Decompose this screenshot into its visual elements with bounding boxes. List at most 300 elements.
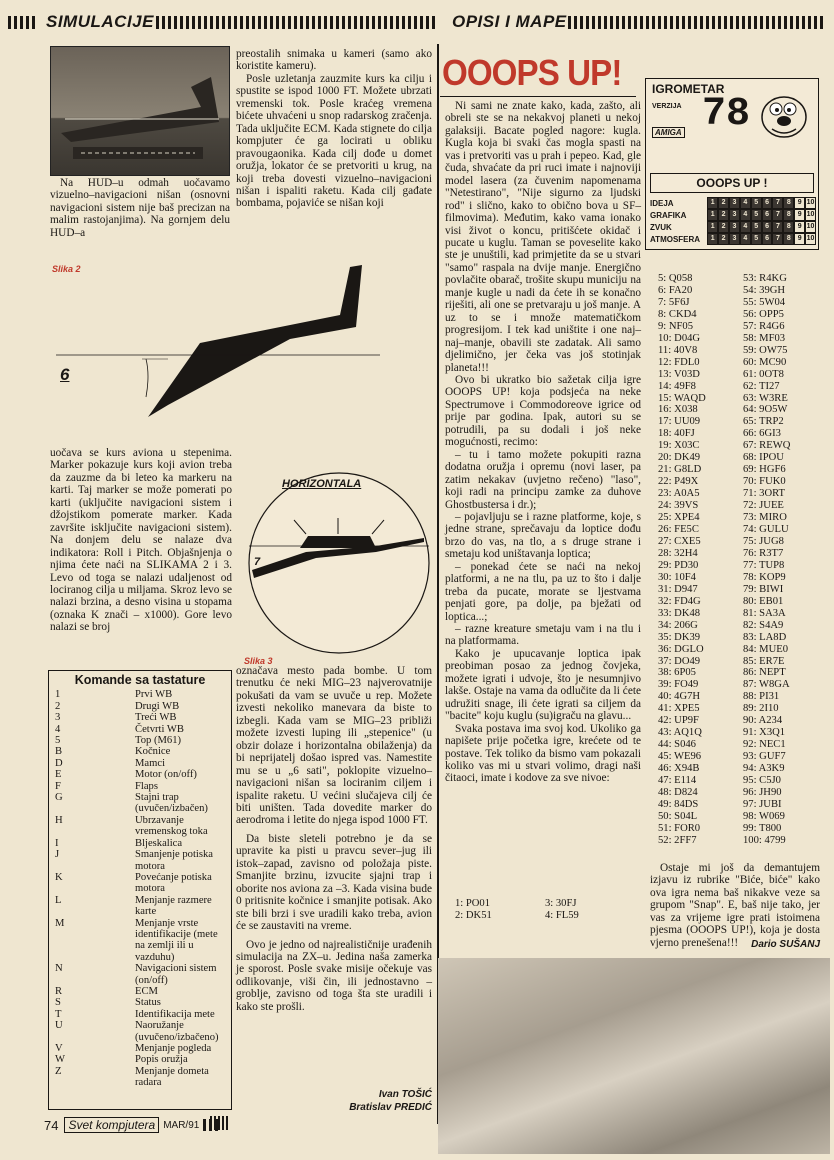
level-code: 58: MF03 xyxy=(743,332,786,344)
magazine-name: Svet kompjutera xyxy=(64,1117,159,1133)
code-2: 2: DK51 xyxy=(455,909,492,921)
command-row xyxy=(55,872,225,895)
figure-3-caption: Slika 3 xyxy=(244,656,273,666)
level-code-row xyxy=(658,536,828,548)
figure-2-caption: Slika 2 xyxy=(52,264,81,274)
level-code-row xyxy=(658,620,828,632)
level-code: 88: PI31 xyxy=(743,691,780,703)
level-code: 79: BIWI xyxy=(743,583,784,595)
level-code: 19: X03C xyxy=(658,440,700,452)
rating-cell: 4 xyxy=(740,221,751,233)
command-key: S xyxy=(55,997,61,1009)
level-code: 82: S4A9 xyxy=(743,619,784,631)
level-code-row xyxy=(658,667,828,679)
level-code-row xyxy=(658,357,828,369)
level-code-row xyxy=(658,608,828,620)
level-code: 42: UP9F xyxy=(658,715,699,727)
level-codes-table xyxy=(658,273,828,847)
level-code: 76: R3T7 xyxy=(743,547,784,559)
level-code-row xyxy=(658,512,828,524)
header-stripes-right xyxy=(568,16,826,29)
rating-cell: 5 xyxy=(751,221,762,233)
level-code: 34: 206G xyxy=(658,619,698,631)
level-code: 45: WE96 xyxy=(658,751,702,763)
level-code: 5: Q058 xyxy=(658,273,693,284)
code-1: 1: PO01 xyxy=(455,898,491,909)
command-desc: Četvrti WB xyxy=(135,723,184,735)
level-code: 49: 84DS xyxy=(658,798,699,810)
level-code: 85: ER7E xyxy=(743,655,785,667)
section-title-simulacije: SIMULACIJE xyxy=(46,12,154,31)
level-code-row xyxy=(658,309,828,321)
rating-cell: 10 xyxy=(805,221,816,233)
rating-cell: 2 xyxy=(718,221,729,233)
command-desc: Popis oružja xyxy=(135,1054,188,1066)
figure-3-label-7: 7 xyxy=(254,556,261,568)
level-code: 56: OPP5 xyxy=(743,308,784,320)
level-code: 62: TI27 xyxy=(743,380,780,392)
level-code: 92: NEC1 xyxy=(743,739,786,751)
command-key: D xyxy=(55,757,63,769)
level-code-row xyxy=(658,548,828,560)
mascot-face-icon xyxy=(754,85,814,143)
command-desc: Menjanje razmere karte xyxy=(135,894,212,918)
level-code-row xyxy=(658,452,828,464)
level-code: 93: GUF7 xyxy=(743,751,786,763)
title-rule xyxy=(440,96,636,97)
command-key: T xyxy=(55,1008,62,1020)
rating-cell: 9 xyxy=(794,209,805,221)
command-key: 1 xyxy=(55,689,61,701)
command-desc: ECM xyxy=(135,985,158,997)
rating-cell: 5 xyxy=(751,233,762,245)
command-key: E xyxy=(55,769,62,781)
rating-cell: 6 xyxy=(762,233,773,245)
command-row xyxy=(55,1020,225,1043)
page-header xyxy=(8,12,828,34)
rating-cell: 7 xyxy=(772,221,783,233)
figure-2-label-6: 6 xyxy=(60,365,70,384)
level-code: 63: W3RE xyxy=(743,392,788,404)
rating-row xyxy=(650,233,816,245)
level-code: 51: FOR0 xyxy=(658,822,701,834)
left-right-text-2: označava mesto pada bombe. U tom trenutku će neki MIG–23 najverovatnije pokušati da vam se uvuče u rep. Možete izvesti nekoliko manevara da biste to izbegli. Kada vam se MIG–23 približi možete izvesti luping ili „stepenice" (u obzir dolaze i horizontalna obilaženja) da bi neprijatelj došao ispred vas. Namestite mu se u „6 sati", poklopite vizuelno–navigacioni nišan sa lociranim ciljem i ispalite raketu. U većini slučajeva cilj će biti uništen. Tada dovedite marker do aerodroma i letite do njega ispod 1000 FT. Da biste sleteli potrebno je da se upravite ka pisti u pravcu sever–jug ili istok–zapad, zavisno od položaja piste. Smanjite brzinu, izvucite sjajni trap i oborite nos aviona za –3. Kada visina bude 0 pritisnite kočnice i smanjite potisak. Ako ste bili brzi i sve uradili kako treba, avion će se zaustaviti na vreme. Ovo je jedno od najrealističnije urađenih simulacija na ZX–u. Jedina naša zamerka je sporost. Posle svake misije očekuje vas odlikovanje, viši čin, ili jednostavno – groblje, zavisno od toga šta ste uradili i kako ste prošli. xyxy=(236,665,432,1013)
issue: MAR/91 xyxy=(163,1119,200,1131)
level-code: 12: FDL0 xyxy=(658,356,700,368)
command-key: I xyxy=(55,837,59,849)
command-desc: Motor (on/off) xyxy=(135,769,197,781)
rating-row xyxy=(650,209,816,221)
level-code: 86: NEPT xyxy=(743,667,786,679)
command-row xyxy=(55,701,225,712)
level-code: 59: OW75 xyxy=(743,344,788,356)
rating-row xyxy=(650,221,816,233)
level-code-row xyxy=(658,632,828,644)
page-number: 74 xyxy=(44,1117,59,1133)
rating-cell: 8 xyxy=(783,197,794,209)
left-mid-text: preostalih snimaka u kameri (samo ako koristite kameru). Posle uzletanja zauzmite kurs ka cilju i spustite se ispod 1000 FT. Možete ubrzati vremenski tok. Posle kraćeg vremena bićete uhvaćeni u snop radarskog zračenja. Tada uključite ECM. Kada stignete do cilja kompjuter će ga locirati u obliku pravougaonika. Kada cilj dođe u domet oružja, lokator će se pretvoriti u krug, na koji treba dovesti vizuelno–navigacioni nišan i ispaliti raketu. Kada cilj gađate bombama, pojaviće se nišan koji xyxy=(236,48,432,210)
command-key: R xyxy=(55,985,63,997)
rating-cell: 10 xyxy=(805,197,816,209)
level-code: 72: JUEE xyxy=(743,500,784,512)
command-desc: Navigacioni sistem (on/off) xyxy=(135,963,217,986)
rating-cell: 3 xyxy=(729,221,740,233)
rating-cell: 5 xyxy=(751,209,762,221)
level-code: 81: SA3A xyxy=(743,607,786,619)
rating-cell: 6 xyxy=(762,209,773,221)
level-code-row xyxy=(658,715,828,727)
level-code: 48: D824 xyxy=(658,786,698,798)
rating-cell: 1 xyxy=(707,233,718,245)
level-code-row xyxy=(658,739,828,751)
level-code-row xyxy=(658,524,828,536)
level-code-row xyxy=(658,476,828,488)
level-code-row xyxy=(658,787,828,799)
level-code-row xyxy=(658,345,828,357)
left-col-text-2: uočava se kurs aviona u stepenima. Marker pokazuje kurs koji avion treba da zauzme da bi leteo ka markeru na karti. Taj marker se može pomerati po karti (uključite navigacioni sistem i džojstikom pomerate marker. Kada završite isključite navigacioni sistem). Na donjem delu se nalaze dva indikatora: Roll i Pitch. Objašnjenja o njima ćete naći na SLIKAMA 2 i 3. Levo od toga se nalazi udaljenost od lociranog cilja u miljama. Skroz levo se nalazi brzina, a desno visina u stopama (oznaka K znači – x1000). Gore levo nalazi se broj xyxy=(50,447,232,634)
level-code: 31: D947 xyxy=(658,583,698,595)
level-code-row xyxy=(658,811,828,823)
level-code-row xyxy=(658,500,828,512)
command-row xyxy=(55,963,225,986)
level-code: 94: A3K9 xyxy=(743,763,785,775)
level-code: 55: 5W04 xyxy=(743,296,786,308)
level-code: 78: KOP9 xyxy=(743,571,786,583)
rating-cell: 4 xyxy=(740,209,751,221)
level-code: 17: UU09 xyxy=(658,416,701,428)
rating-cell: 8 xyxy=(783,209,794,221)
level-code-row xyxy=(658,285,828,297)
rating-cell: 3 xyxy=(729,209,740,221)
command-desc: Identifikacija mete xyxy=(135,1008,215,1020)
rating-cell: 6 xyxy=(762,221,773,233)
level-code: 96: JH90 xyxy=(743,786,782,798)
level-code-row xyxy=(658,775,828,787)
rating-cell: 1 xyxy=(707,221,718,233)
command-desc: Mamci xyxy=(135,757,166,769)
level-code-row xyxy=(658,596,828,608)
rating-cell: 3 xyxy=(729,197,740,209)
level-code: 87: W8GA xyxy=(743,679,790,691)
command-key: L xyxy=(55,894,62,906)
command-desc: Naoružanje (uvučeno/izbačeno) xyxy=(135,1020,219,1043)
level-code: 75: JUG8 xyxy=(743,535,784,547)
command-desc: Stajni trap (uvučen/izbačen) xyxy=(135,792,208,815)
level-code: 46: X94B xyxy=(658,763,700,775)
game-name-box: OOOPS UP ! xyxy=(650,173,814,193)
small-codes-row xyxy=(455,910,635,922)
level-code-row xyxy=(658,416,828,428)
level-code-row xyxy=(658,464,828,476)
level-code: 36: DGLO xyxy=(658,643,704,655)
level-code: 57: R4G6 xyxy=(743,320,785,332)
command-desc: Treći WB xyxy=(135,712,177,724)
level-code: 29: PD30 xyxy=(658,559,699,571)
level-code: 50: S04L xyxy=(658,810,698,822)
level-code: 66: 6GI3 xyxy=(743,428,781,440)
level-code: 21: G8LD xyxy=(658,464,702,476)
rating-cell: 8 xyxy=(783,221,794,233)
command-desc: Smanjenje potiska motora xyxy=(135,849,213,872)
level-code-row xyxy=(658,691,828,703)
hud-screenshot xyxy=(50,46,230,176)
command-key: W xyxy=(55,1054,65,1066)
command-row xyxy=(55,735,225,746)
command-desc: Bljeskalica xyxy=(135,837,183,849)
level-code-row xyxy=(658,572,828,584)
rating-cell: 3 xyxy=(729,233,740,245)
commands-list xyxy=(55,689,225,1088)
command-row xyxy=(55,838,225,849)
article-title: OOOPS UP! xyxy=(442,52,622,93)
level-code: 37: DO49 xyxy=(658,655,701,667)
rating-cell: 5 xyxy=(751,197,762,209)
commands-title: Komande sa tastature xyxy=(74,673,206,687)
level-code-row xyxy=(658,727,828,739)
level-code: 33: DK48 xyxy=(658,607,701,619)
level-code-row xyxy=(658,333,828,345)
level-code: 64: 9O5W xyxy=(743,404,788,416)
verzija-label: VERZIJA xyxy=(652,103,682,110)
level-code: 18: 40FJ xyxy=(658,428,695,440)
command-desc: Menjanje dometa radara xyxy=(135,1065,209,1089)
level-code: 26: FE5C xyxy=(658,524,699,536)
igrometar-box xyxy=(645,78,819,250)
figure-2-diagram xyxy=(50,255,434,435)
level-code-row xyxy=(658,560,828,572)
horizontala-label: HORIZONTALA xyxy=(282,478,362,490)
level-code-row xyxy=(658,369,828,381)
level-code: 14: 49F8 xyxy=(658,380,696,392)
rating-cell: 7 xyxy=(772,209,783,221)
command-row xyxy=(55,997,225,1008)
level-code: 77: TUP8 xyxy=(743,559,785,571)
command-key: 5 xyxy=(55,735,61,747)
level-code: 61: 0OT8 xyxy=(743,368,784,380)
command-key: F xyxy=(55,780,61,792)
level-code-row xyxy=(658,584,828,596)
level-code-row xyxy=(658,679,828,691)
rating-label: GRAFIKA xyxy=(650,210,687,220)
level-code: 83: LA8D xyxy=(743,631,787,643)
rating-cell: 9 xyxy=(794,221,805,233)
command-key: 3 xyxy=(55,712,61,724)
author-tosic: Ivan TOŠIĆ xyxy=(378,1089,432,1100)
command-desc: Menjanje vrste identifikacije (mete na zemlji ili u vazduhu) xyxy=(135,917,218,963)
level-code: 41: XPE5 xyxy=(658,703,700,715)
command-key: 2 xyxy=(55,700,61,712)
page-footer xyxy=(44,1116,274,1134)
level-code: 28: 32H4 xyxy=(658,547,698,559)
level-code: 95: C5J0 xyxy=(743,775,781,787)
left-intro-text: Na HUD–u odmah uočavamo vizuelno–navigacioni nišan (osnovni navigacioni sistem nije baš precizan na malim rastojanjima). Na gornjem delu HUD–a xyxy=(50,177,230,239)
section-title-opisi: OPISI I MAPE xyxy=(452,12,567,31)
level-code-row xyxy=(658,393,828,405)
level-code-row xyxy=(658,835,828,847)
rating-cell: 4 xyxy=(740,233,751,245)
command-key: V xyxy=(55,1043,63,1054)
level-code: 15: WAQD xyxy=(658,392,706,404)
level-code: 90: A234 xyxy=(743,715,783,727)
command-key: J xyxy=(55,849,60,861)
command-row xyxy=(55,1066,225,1089)
command-row xyxy=(55,781,225,792)
level-code: 9: NF05 xyxy=(658,320,694,332)
level-code: 32: FD4G xyxy=(658,595,701,607)
rating-cell: 2 xyxy=(718,233,729,245)
header-stripes-mid xyxy=(156,16,438,29)
rating-label: ZVUK xyxy=(650,222,672,232)
level-code: 20: DK49 xyxy=(658,452,701,464)
command-row xyxy=(55,769,225,780)
rating-cell: 7 xyxy=(772,197,783,209)
command-key: G xyxy=(55,792,63,804)
author-predic: Bratislav PREDIĆ xyxy=(349,1102,432,1113)
level-code: 71: 3ORT xyxy=(743,488,786,500)
level-code: 70: FUK0 xyxy=(743,476,786,488)
score-display: 78 xyxy=(702,92,751,137)
rating-cell: 6 xyxy=(762,197,773,209)
command-desc: Ubrzavanje vremenskog toka xyxy=(135,814,208,838)
level-code: 30: 10F4 xyxy=(658,571,696,583)
level-code-row xyxy=(658,703,828,715)
level-code-row xyxy=(658,404,828,416)
level-code: 65: TRP2 xyxy=(743,416,784,428)
level-code-row xyxy=(658,488,828,500)
rating-cell: 8 xyxy=(783,233,794,245)
level-code: 73: MIRO xyxy=(743,512,787,524)
rating-cell: 10 xyxy=(805,233,816,245)
commands-box xyxy=(48,670,232,1110)
rating-label: IDEJA xyxy=(650,198,674,208)
command-key: K xyxy=(55,871,63,883)
rating-cell: 7 xyxy=(772,233,783,245)
rating-cell: 2 xyxy=(718,209,729,221)
command-desc: Drugi WB xyxy=(135,700,180,712)
figure-3-diagram xyxy=(246,470,432,656)
level-code-row xyxy=(658,321,828,333)
command-desc: Prvi WB xyxy=(135,689,173,701)
level-code: 80: EB01 xyxy=(743,595,784,607)
command-desc: Kočnice xyxy=(135,746,171,758)
level-code: 24: 39VS xyxy=(658,500,699,512)
closing-text: Ostaje mi još da demantujem izjavu iz rubrike "Biće, biće" kako ova igra nema baš nikakve veze sa grupom "Snap". E, baš nije tako, jer vas za vrijeme igre prati istoimena pjesma (OOOPS UP!), koja je dosta vjerno prenešena!!! xyxy=(650,862,820,949)
level-code-row xyxy=(658,381,828,393)
level-code: 40: 4G7H xyxy=(658,691,701,703)
level-code: 67: REWQ xyxy=(743,440,791,452)
level-code-row xyxy=(658,440,828,452)
level-code: 52: 2FF7 xyxy=(658,834,697,846)
igrometar-title: IGROMETAR xyxy=(652,82,725,96)
command-desc: Flaps xyxy=(135,780,158,792)
level-code: 23: A0A5 xyxy=(658,488,700,500)
command-key: N xyxy=(55,963,63,975)
rating-cell: 9 xyxy=(794,197,805,209)
level-code: 13: V03D xyxy=(658,368,700,380)
command-key: M xyxy=(55,917,65,929)
command-key: 4 xyxy=(55,723,61,735)
command-key: H xyxy=(55,814,63,826)
rating-label: ATMOSFERA xyxy=(650,234,701,244)
rating-cell: 4 xyxy=(740,197,751,209)
ratings-table xyxy=(650,197,816,245)
level-code: 98: W069 xyxy=(743,810,785,822)
level-code: 38: 6P05 xyxy=(658,667,696,679)
amiga-label: AMIGA xyxy=(652,127,685,138)
level-code: 6: FA20 xyxy=(658,284,693,296)
level-code-row xyxy=(658,656,828,668)
command-desc: Top (M61) xyxy=(135,735,182,747)
level-code-row xyxy=(658,763,828,775)
level-code: 91: X3Q1 xyxy=(743,727,786,739)
level-code: 74: GULU xyxy=(743,524,789,536)
level-code: 16: X038 xyxy=(658,404,698,416)
level-code: 60: MC90 xyxy=(743,356,787,368)
level-code: 10: D04G xyxy=(658,332,701,344)
command-key: Z xyxy=(55,1065,62,1077)
level-code: 47: E114 xyxy=(658,775,697,787)
command-row xyxy=(55,1009,225,1020)
right-author: Dario SUŠANJ xyxy=(751,939,820,950)
code-4: 4: FL59 xyxy=(545,909,579,921)
level-code: 54: 39GH xyxy=(743,284,786,296)
command-row xyxy=(55,724,225,735)
level-code-row xyxy=(658,273,828,285)
small-codes xyxy=(455,898,635,922)
level-code: 7: 5F6J xyxy=(658,296,690,308)
command-row xyxy=(55,792,225,815)
level-code: 22: P49X xyxy=(658,476,699,488)
command-row xyxy=(55,1043,225,1054)
level-code: 97: JUBI xyxy=(743,798,782,810)
level-code: 44: S046 xyxy=(658,739,696,751)
right-text-col-1: Ni sami ne znate kako, kada, zašto, ali obreli ste se na nekakvoj planeti u nekoj galaksiji. Bacate pogled nagore: kugla. Kugla koja bi svaki čas mogla spasti na vas i pretvoriti vas u prah i pepeo. Kad, gle čuda, shvaćate da pri ruci imate i najnoviji model lasera (za čuvenim napomenama "Netestirano", "Nije sigurno za ljudski rod" i slično, kako to obično bova u SF–filmovima). Međutim, kako vama ionako visi život o koncu, pritišćete okidač i pucate u kuglu. Taman se poveselite kako ste je unuštili, kad primjetite da se u stvari "samo" raspala na dvije manje. Energično povlačite obarač, trošite skupu municiju na manje kugle u nadi da ćete ih se konačno riješiti, ali one se pretvaraju u još manje. A uz to se i množe matematičkom progresijom. I tek kad uništite i one naj–naj–manje, obavili ste zadatak. Ali samo djelimično, jer čeka vas još stotinjak planeta!!! Ovo bi ukratko bio sažetak cilja igre OOOPS UP! koja podsjeća na neke Spectrumove i Commodoreove igrice od prije par godina. Ipak, autori su se potrudili, pa su dodali i još neke mogućnosti, recimo: – tu i tamo možete pokupiti razna dodatna oružja i opremu (novi laser, pa zatim nekakav (uvjetno rečeno) "laso", koji radi na principu zamke za duhove Ghostbustersa i dr.); – pojavljuju se i razne platforme, koje, s jedne strane, sprečavaju da loptice dođu brzo do vas, na tlo, a s druge strane i smetaju kod uništavanja loptica; – ponekad ćete se naći na nekoj platformi, a ne na tlu, pa uz to što i dalje treba da pucate, morate se ljestvama penjati gore, pa dolje, pa bježati od loptica...; – razne kreature smetaju vam i na tlu i na platformama. Kako je upucavanje loptica ipak preobiman posao za jednog čovjeka, možete igrati i udvoje, što je nesumnjivo lakše. Ostaje na vama da odlučite da li ćete udružiti snage, ili ćete igrati sa ciljem da "bacite" koju kuglu (su)igraču na glavu... Svaka postava ima svoj kod. Ukoliko ga napišete prije početka igre, krećete od te postave. Tek toliko da bismo vam pokazali koliko vas mi u stvari volimo, dragi naši čitaoci, imate i kodove za sve nivoe: xyxy=(445,100,641,785)
command-row xyxy=(55,815,225,838)
command-row xyxy=(55,712,225,723)
command-row xyxy=(55,746,225,757)
level-code: 27: CXE5 xyxy=(658,535,701,547)
level-code: 35: DK39 xyxy=(658,631,701,643)
level-code: 89: 2I10 xyxy=(743,703,779,715)
level-code: 39: FO49 xyxy=(658,679,699,691)
level-code: 69: HGF6 xyxy=(743,464,786,476)
level-code: 43: AQ1Q xyxy=(658,727,702,739)
command-row xyxy=(55,895,225,918)
command-row xyxy=(55,1054,225,1065)
command-desc: Menjanje pogleda xyxy=(135,1043,212,1054)
command-key: U xyxy=(55,1020,63,1032)
rating-cell: 2 xyxy=(718,197,729,209)
level-code: 68: IPOU xyxy=(743,452,784,464)
command-desc: Povećanje potiska motora xyxy=(135,871,212,895)
header-stripes-left xyxy=(8,16,38,29)
level-code: 11: 40V8 xyxy=(658,344,698,356)
rating-cell: 1 xyxy=(707,197,718,209)
command-row xyxy=(55,918,225,964)
game-screenshot xyxy=(438,958,830,1154)
rating-cell: 9 xyxy=(794,233,805,245)
level-code-row xyxy=(658,823,828,835)
level-code-row xyxy=(658,799,828,811)
rating-cell: 1 xyxy=(707,209,718,221)
vertical-stripes xyxy=(210,1116,228,1130)
rating-row xyxy=(650,197,816,209)
level-code: 100: 4799 xyxy=(743,834,786,846)
command-row xyxy=(55,986,225,997)
small-codes-row xyxy=(455,898,635,910)
left-authors xyxy=(236,1088,432,1114)
command-row xyxy=(55,758,225,769)
